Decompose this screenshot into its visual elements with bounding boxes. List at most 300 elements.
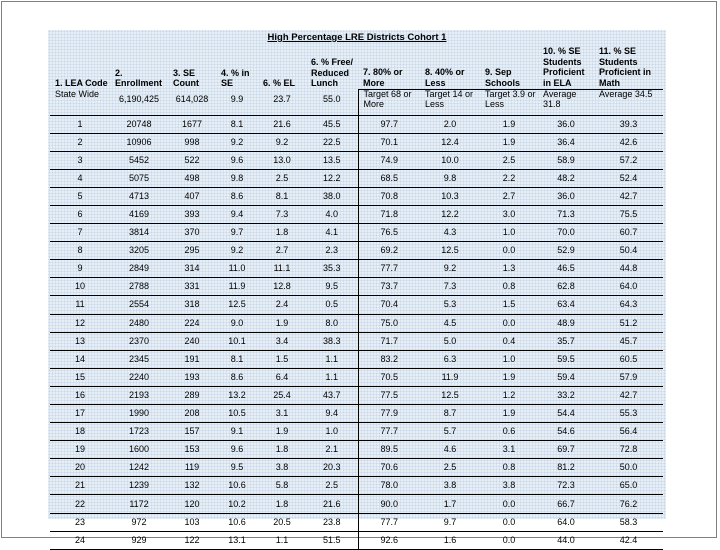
cell-pct-se: 10.5: [216, 405, 258, 423]
cell-sep-schools: 0.0: [480, 513, 538, 531]
col-header-enrollment: 2. Enrollment: [115, 67, 163, 88]
cell-ela-proficient: 69.7: [538, 441, 594, 459]
cell-lea-code: 14: [50, 350, 110, 368]
cell-ela-proficient: 33.2: [538, 386, 594, 404]
table-row: [50, 441, 663, 459]
cell-pct-frl: 35.3: [306, 260, 358, 278]
cell-lea-code: 19: [50, 441, 110, 459]
cell-pct-se: 9.0: [216, 314, 258, 332]
cell-pct-se: 9.6: [216, 151, 258, 169]
cell-math-proficient: 56.4: [594, 423, 663, 441]
cell-pct-frl: 4.0: [306, 205, 358, 223]
cell-sep-schools: 1.9: [480, 133, 538, 151]
table-row: [50, 187, 663, 205]
cell-enrollment: 2240: [110, 368, 168, 386]
cell-pct-se: 10.2: [216, 495, 258, 513]
cell-pct-se: 13.2: [216, 386, 258, 404]
cell-enrollment: 4713: [110, 187, 168, 205]
cell-math-proficient: 64.0: [594, 278, 663, 296]
cell-math-proficient: 42.7: [594, 386, 663, 404]
cell-math-proficient: 72.8: [594, 441, 663, 459]
cell-ela-proficient: 66.7: [538, 495, 594, 513]
cell-ela-proficient: 71.3: [538, 205, 594, 223]
cell-math-proficient: 60.5: [594, 350, 663, 368]
cell-pct-40-or-less: 5.7: [420, 423, 480, 441]
cell-pct-40-or-less: 5.3: [420, 296, 480, 314]
table-row: [50, 115, 663, 133]
cell-sep-schools: 0.0: [480, 314, 538, 332]
cell-enrollment: 4169: [110, 205, 168, 223]
table-row: [50, 224, 663, 242]
table-row: [50, 350, 663, 368]
cell-math-proficient: 64.3: [594, 296, 663, 314]
col-header-pct-se: 4. % in SE: [221, 67, 250, 88]
cell-lea-code: 8: [50, 242, 110, 260]
cell-lea-code: 15: [50, 368, 110, 386]
cell-pct-se: 9.6: [216, 441, 258, 459]
table-row: [50, 133, 663, 151]
cell-enrollment: 10906: [110, 133, 168, 151]
cell-se-count: 120: [168, 495, 216, 513]
col-header-lea: 1. LEA Code: [55, 78, 108, 88]
cell-pct-se: 11.9: [216, 278, 258, 296]
cell-pct-el: 1.9: [258, 423, 306, 441]
cell-se-count: 295: [168, 242, 216, 260]
cell-se-count: 370: [168, 224, 216, 242]
cell-se-count: 314: [168, 260, 216, 278]
cell-pct-frl: 43.7: [306, 386, 358, 404]
cell-pct-40-or-less: 12.2: [420, 205, 480, 223]
col-header-80-or-more: 7. 80% or More: [363, 67, 403, 88]
statewide-enrollment: 6,190,425: [118, 93, 160, 104]
table-row: [50, 169, 663, 187]
cell-pct-se: 9.2: [216, 242, 258, 260]
cell-ela-proficient: 48.9: [538, 314, 594, 332]
cell-pct-frl: 1.1: [306, 368, 358, 386]
cell-se-count: 240: [168, 332, 216, 350]
cell-pct-40-or-less: 4.6: [420, 441, 480, 459]
cell-pct-80-or-more: 77.7: [358, 260, 420, 278]
table-row: [50, 405, 663, 423]
cell-sep-schools: 2.2: [480, 169, 538, 187]
cell-pct-80-or-more: 69.2: [358, 242, 420, 260]
cell-pct-frl: 0.5: [306, 296, 358, 314]
cell-se-count: 208: [168, 405, 216, 423]
cell-pct-se: 8.1: [216, 115, 258, 133]
cell-pct-40-or-less: 7.3: [420, 278, 480, 296]
cell-enrollment: 5452: [110, 151, 168, 169]
cell-enrollment: 1723: [110, 423, 168, 441]
cell-ela-proficient: 46.5: [538, 260, 594, 278]
cell-sep-schools: 0.4: [480, 332, 538, 350]
cell-lea-code: 6: [50, 205, 110, 223]
statewide-target-80: Target 68 or More: [358, 90, 420, 116]
cell-ela-proficient: 58.9: [538, 151, 594, 169]
cell-math-proficient: 57.9: [594, 368, 663, 386]
cell-pct-40-or-less: 8.7: [420, 405, 480, 423]
cell-lea-code: 17: [50, 405, 110, 423]
cell-pct-el: 2.4: [258, 296, 306, 314]
table-row: [50, 386, 663, 404]
cell-ela-proficient: 54.4: [538, 405, 594, 423]
cell-enrollment: 2480: [110, 314, 168, 332]
col-header-sep-schools: 9. Sep Schools: [485, 67, 521, 88]
cell-sep-schools: 0.6: [480, 423, 538, 441]
cell-pct-el: 7.3: [258, 205, 306, 223]
cell-ela-proficient: 36.0: [538, 187, 594, 205]
cell-enrollment: 2193: [110, 386, 168, 404]
cell-math-proficient: 50.0: [594, 459, 663, 477]
cell-pct-frl: 1.0: [306, 423, 358, 441]
cell-pct-se: 10.1: [216, 332, 258, 350]
cell-se-count: 103: [168, 513, 216, 531]
cell-enrollment: 1239: [110, 477, 168, 495]
cell-pct-el: 6.4: [258, 368, 306, 386]
table-row: [50, 531, 663, 549]
cell-pct-frl: 4.1: [306, 224, 358, 242]
cell-lea-code: 13: [50, 332, 110, 350]
cell-pct-frl: 13.5: [306, 151, 358, 169]
cell-math-proficient: 55.3: [594, 405, 663, 423]
cell-pct-80-or-more: 75.0: [358, 314, 420, 332]
cell-pct-80-or-more: 71.7: [358, 332, 420, 350]
cell-enrollment: 2554: [110, 296, 168, 314]
cell-pct-se: 10.6: [216, 477, 258, 495]
cell-enrollment: 2345: [110, 350, 168, 368]
cell-pct-frl: 51.5: [306, 531, 358, 549]
cell-pct-40-or-less: 6.3: [420, 350, 480, 368]
cell-enrollment: 929: [110, 531, 168, 549]
col-header-40-or-less: 8. 40% or Less: [425, 67, 465, 88]
cell-se-count: 289: [168, 386, 216, 404]
cell-pct-el: 3.1: [258, 405, 306, 423]
cell-pct-40-or-less: 12.5: [420, 242, 480, 260]
cell-pct-el: 2.7: [258, 242, 306, 260]
cell-pct-80-or-more: 97.7: [358, 115, 420, 133]
cell-se-count: 998: [168, 133, 216, 151]
col-header-math: 11. % SE Students Proficient in Math: [599, 46, 652, 88]
cell-pct-80-or-more: 77.7: [358, 513, 420, 531]
table-row: [50, 477, 663, 495]
cell-math-proficient: 44.8: [594, 260, 663, 278]
statewide-average-ela: Average 31.8: [538, 90, 594, 116]
cell-ela-proficient: 36.4: [538, 133, 594, 151]
cell-pct-frl: 2.3: [306, 242, 358, 260]
cell-pct-frl: 38.3: [306, 332, 358, 350]
cell-pct-el: 1.8: [258, 495, 306, 513]
cell-pct-frl: 8.0: [306, 314, 358, 332]
cell-lea-code: 12: [50, 314, 110, 332]
cell-ela-proficient: 52.9: [538, 242, 594, 260]
cell-lea-code: 20: [50, 459, 110, 477]
col-header-free-lunch: 6. % Free/ Reduced Lunch: [311, 57, 354, 88]
cell-pct-40-or-less: 1.6: [420, 531, 480, 549]
cell-math-proficient: 45.7: [594, 332, 663, 350]
cell-sep-schools: 1.0: [480, 350, 538, 368]
cell-sep-schools: 0.0: [480, 495, 538, 513]
cell-lea-code: 4: [50, 169, 110, 187]
cell-pct-el: 1.8: [258, 441, 306, 459]
cell-se-count: 1677: [168, 115, 216, 133]
cell-enrollment: 1242: [110, 459, 168, 477]
cell-sep-schools: 3.0: [480, 205, 538, 223]
districts-table: [50, 44, 663, 550]
cell-pct-se: 9.4: [216, 205, 258, 223]
cell-pct-80-or-more: 78.0: [358, 477, 420, 495]
cell-pct-80-or-more: 77.7: [358, 423, 420, 441]
cell-pct-40-or-less: 2.0: [420, 115, 480, 133]
cell-sep-schools: 0.0: [480, 531, 538, 549]
cell-enrollment: 3814: [110, 224, 168, 242]
table-row: [50, 459, 663, 477]
cell-enrollment: 972: [110, 513, 168, 531]
cell-sep-schools: 1.0: [480, 224, 538, 242]
cell-pct-40-or-less: 12.4: [420, 133, 480, 151]
cell-enrollment: 5075: [110, 169, 168, 187]
cell-math-proficient: 76.2: [594, 495, 663, 513]
cell-se-count: 407: [168, 187, 216, 205]
table-title: High Percentage LRE Districts Cohort 1: [267, 32, 447, 43]
cell-pct-frl: 38.0: [306, 187, 358, 205]
cell-pct-40-or-less: 11.9: [420, 368, 480, 386]
statewide-target-sep: Target 3.9 or Less: [480, 90, 538, 116]
cell-pct-frl: 21.6: [306, 495, 358, 513]
cell-sep-schools: 0.8: [480, 278, 538, 296]
cell-pct-40-or-less: 3.8: [420, 477, 480, 495]
cell-pct-40-or-less: 10.3: [420, 187, 480, 205]
cell-pct-frl: 12.2: [306, 169, 358, 187]
cell-pct-se: 10.6: [216, 513, 258, 531]
cell-pct-se: 8.6: [216, 187, 258, 205]
statewide-target-40: Target 14 or Less: [420, 90, 480, 116]
cell-pct-80-or-more: 70.6: [358, 459, 420, 477]
cell-lea-code: 1: [50, 115, 110, 133]
cell-pct-80-or-more: 76.5: [358, 224, 420, 242]
cell-math-proficient: 42.6: [594, 133, 663, 151]
cell-lea-code: 3: [50, 151, 110, 169]
cell-math-proficient: 51.2: [594, 314, 663, 332]
cell-ela-proficient: 35.7: [538, 332, 594, 350]
cell-enrollment: 20748: [110, 115, 168, 133]
spreadsheet-area: [48, 30, 666, 545]
cell-pct-80-or-more: 68.5: [358, 169, 420, 187]
cell-sep-schools: 0.8: [480, 459, 538, 477]
cell-sep-schools: 1.5: [480, 296, 538, 314]
cell-enrollment: 3205: [110, 242, 168, 260]
cell-pct-40-or-less: 5.0: [420, 332, 480, 350]
cell-pct-el: 9.2: [258, 133, 306, 151]
cell-ela-proficient: 62.8: [538, 278, 594, 296]
cell-pct-el: 5.8: [258, 477, 306, 495]
table-row: [50, 423, 663, 441]
cell-pct-se: 8.1: [216, 350, 258, 368]
cell-math-proficient: 42.7: [594, 187, 663, 205]
cell-pct-frl: 2.1: [306, 441, 358, 459]
cell-sep-schools: 3.1: [480, 441, 538, 459]
cell-pct-40-or-less: 10.0: [420, 151, 480, 169]
cell-pct-80-or-more: 70.4: [358, 296, 420, 314]
cell-pct-el: 3.4: [258, 332, 306, 350]
cell-se-count: 157: [168, 423, 216, 441]
table-row: [50, 278, 663, 296]
statewide-row: [50, 90, 663, 116]
cell-lea-code: 22: [50, 495, 110, 513]
statewide-pct-frl: 55.0: [322, 93, 341, 104]
cell-se-count: 193: [168, 368, 216, 386]
cell-pct-40-or-less: 1.7: [420, 495, 480, 513]
cell-se-count: 318: [168, 296, 216, 314]
cell-pct-80-or-more: 73.7: [358, 278, 420, 296]
cell-pct-frl: 9.4: [306, 405, 358, 423]
cell-ela-proficient: 63.4: [538, 296, 594, 314]
cell-pct-80-or-more: 89.5: [358, 441, 420, 459]
cell-math-proficient: 39.3: [594, 115, 663, 133]
cell-pct-se: 12.5: [216, 296, 258, 314]
cell-pct-80-or-more: 70.1: [358, 133, 420, 151]
cell-math-proficient: 50.4: [594, 242, 663, 260]
col-header-ela: 10. % SE Students Proficient in ELA: [543, 46, 585, 88]
cell-lea-code: 11: [50, 296, 110, 314]
cell-ela-proficient: 59.5: [538, 350, 594, 368]
cell-pct-40-or-less: 9.7: [420, 513, 480, 531]
cell-lea-code: 23: [50, 513, 110, 531]
cell-pct-40-or-less: 9.2: [420, 260, 480, 278]
cell-pct-el: 1.9: [258, 314, 306, 332]
cell-pct-40-or-less: 2.5: [420, 459, 480, 477]
cell-pct-frl: 1.1: [306, 350, 358, 368]
cell-pct-frl: 23.8: [306, 513, 358, 531]
table-row: [50, 368, 663, 386]
cell-pct-el: 13.0: [258, 151, 306, 169]
cell-enrollment: 2788: [110, 278, 168, 296]
cell-se-count: 224: [168, 314, 216, 332]
cell-sep-schools: 1.3: [480, 260, 538, 278]
cell-math-proficient: 75.5: [594, 205, 663, 223]
table-row: [50, 513, 663, 531]
col-header-pct-el: 6. % EL: [263, 78, 296, 88]
cell-pct-el: 1.5: [258, 350, 306, 368]
cell-lea-code: 7: [50, 224, 110, 242]
cell-se-count: 191: [168, 350, 216, 368]
cell-pct-se: 13.1: [216, 531, 258, 549]
cell-lea-code: 18: [50, 423, 110, 441]
cell-pct-se: 9.7: [216, 224, 258, 242]
cell-pct-frl: 22.5: [306, 133, 358, 151]
cell-math-proficient: 42.4: [594, 531, 663, 549]
cell-se-count: 522: [168, 151, 216, 169]
cell-sep-schools: 2.5: [480, 151, 538, 169]
cell-pct-el: 3.8: [258, 459, 306, 477]
cell-pct-se: 9.1: [216, 423, 258, 441]
cell-lea-code: 16: [50, 386, 110, 404]
cell-sep-schools: 3.8: [480, 477, 538, 495]
col-header-se-count: 3. SE Count: [173, 67, 199, 88]
cell-pct-80-or-more: 70.8: [358, 187, 420, 205]
cell-pct-se: 9.8: [216, 169, 258, 187]
cell-pct-se: 11.0: [216, 260, 258, 278]
cell-pct-frl: 20.3: [306, 459, 358, 477]
cell-sep-schools: 2.7: [480, 187, 538, 205]
cell-pct-40-or-less: 4.3: [420, 224, 480, 242]
cell-pct-80-or-more: 77.5: [358, 386, 420, 404]
cell-sep-schools: 0.0: [480, 242, 538, 260]
cell-se-count: 331: [168, 278, 216, 296]
table-row: [50, 260, 663, 278]
cell-ela-proficient: 64.0: [538, 513, 594, 531]
cell-pct-80-or-more: 77.9: [358, 405, 420, 423]
cell-lea-code: 10: [50, 278, 110, 296]
cell-pct-80-or-more: 71.8: [358, 205, 420, 223]
cell-ela-proficient: 48.2: [538, 169, 594, 187]
table-row: [50, 314, 663, 332]
cell-ela-proficient: 54.6: [538, 423, 594, 441]
cell-pct-80-or-more: 83.2: [358, 350, 420, 368]
cell-se-count: 122: [168, 531, 216, 549]
cell-se-count: 498: [168, 169, 216, 187]
cell-se-count: 153: [168, 441, 216, 459]
cell-sep-schools: 1.9: [480, 368, 538, 386]
cell-math-proficient: 58.3: [594, 513, 663, 531]
statewide-average-math: Average 34.5: [594, 90, 663, 116]
cell-enrollment: 1990: [110, 405, 168, 423]
cell-pct-frl: 2.5: [306, 477, 358, 495]
cell-enrollment: 1600: [110, 441, 168, 459]
cell-pct-frl: 45.5: [306, 115, 358, 133]
cell-lea-code: 5: [50, 187, 110, 205]
cell-se-count: 393: [168, 205, 216, 223]
cell-enrollment: 2849: [110, 260, 168, 278]
statewide-se-count: 614,028: [175, 93, 209, 104]
cell-pct-el: 2.5: [258, 169, 306, 187]
cell-ela-proficient: 36.0: [538, 115, 594, 133]
cell-pct-se: 9.5: [216, 459, 258, 477]
cell-enrollment: 1172: [110, 495, 168, 513]
table-row: [50, 495, 663, 513]
header-row: [50, 44, 663, 90]
cell-pct-40-or-less: 9.8: [420, 169, 480, 187]
cell-ela-proficient: 72.3: [538, 477, 594, 495]
cell-pct-el: 1.1: [258, 531, 306, 549]
table-row: [50, 151, 663, 169]
cell-math-proficient: 52.4: [594, 169, 663, 187]
cell-lea-code: 24: [50, 531, 110, 549]
cell-se-count: 132: [168, 477, 216, 495]
table-row: [50, 205, 663, 223]
cell-sep-schools: 1.9: [480, 405, 538, 423]
table-row: [50, 332, 663, 350]
statewide-label: State Wide: [55, 88, 100, 99]
cell-pct-frl: 9.5: [306, 278, 358, 296]
cell-math-proficient: 57.2: [594, 151, 663, 169]
cell-pct-se: 8.6: [216, 368, 258, 386]
cell-lea-code: 9: [50, 260, 110, 278]
cell-pct-el: 12.8: [258, 278, 306, 296]
statewide-pct-se: 9.9: [230, 93, 244, 104]
statewide-pct-el: 23.7: [273, 93, 291, 104]
cell-pct-el: 25.4: [258, 386, 306, 404]
cell-lea-code: 21: [50, 477, 110, 495]
cell-pct-40-or-less: 4.5: [420, 314, 480, 332]
cell-ela-proficient: 70.0: [538, 224, 594, 242]
cell-ela-proficient: 44.0: [538, 531, 594, 549]
cell-pct-el: 20.5: [258, 513, 306, 531]
cell-pct-el: 8.1: [258, 187, 306, 205]
cell-pct-el: 11.1: [258, 260, 306, 278]
cell-pct-el: 21.6: [258, 115, 306, 133]
cell-sep-schools: 1.2: [480, 386, 538, 404]
cell-pct-80-or-more: 74.9: [358, 151, 420, 169]
table-row: [50, 242, 663, 260]
